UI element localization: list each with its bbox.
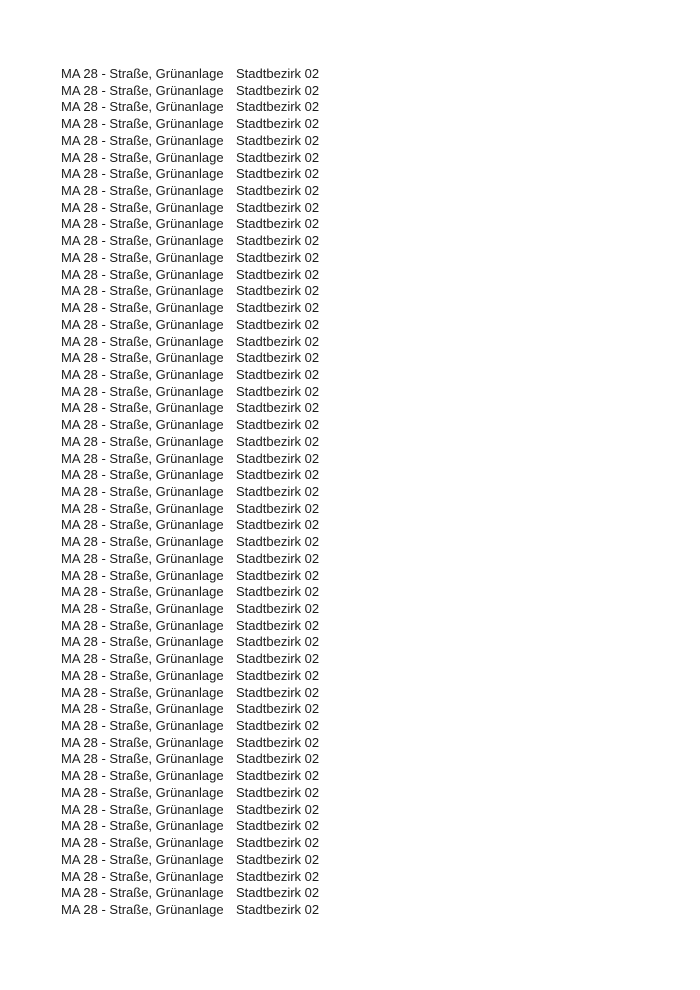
department-cell: MA 28 - Straße, Grünanlage <box>61 851 224 867</box>
department-cell: MA 28 - Straße, Grünanlage <box>61 901 224 917</box>
list-item <box>61 818 319 835</box>
department-cell: MA 28 - Straße, Grünanlage <box>61 517 224 533</box>
list-item <box>61 534 319 551</box>
district-cell: Stadtbezirk 02 <box>236 500 320 516</box>
department-cell: MA 28 - Straße, Grünanlage <box>61 166 224 182</box>
district-cell: Stadtbezirk 02 <box>236 885 320 901</box>
department-cell: MA 28 - Straße, Grünanlage <box>61 216 224 232</box>
department-cell: MA 28 - Straße, Grünanlage <box>61 400 224 416</box>
district-cell: Stadtbezirk 02 <box>236 701 320 717</box>
district-cell: Stadtbezirk 02 <box>236 199 320 215</box>
department-cell: MA 28 - Straße, Grünanlage <box>61 433 224 449</box>
department-cell: MA 28 - Straße, Grünanlage <box>61 249 224 265</box>
district-cell: Stadtbezirk 02 <box>236 684 320 700</box>
department-cell: MA 28 - Straße, Grünanlage <box>61 550 224 566</box>
list-item <box>61 852 319 869</box>
district-cell: Stadtbezirk 02 <box>236 550 320 566</box>
district-cell: Stadtbezirk 02 <box>236 851 320 867</box>
list-item <box>61 869 319 886</box>
department-cell: MA 28 - Straße, Grünanlage <box>61 82 224 98</box>
district-cell: Stadtbezirk 02 <box>236 166 320 182</box>
district-cell: Stadtbezirk 02 <box>236 734 320 750</box>
district-cell: Stadtbezirk 02 <box>236 116 320 132</box>
list-item <box>61 150 319 167</box>
list-item <box>61 501 319 518</box>
list-item <box>61 283 319 300</box>
district-cell: Stadtbezirk 02 <box>236 651 320 667</box>
district-cell: Stadtbezirk 02 <box>236 567 320 583</box>
list-item <box>61 83 319 100</box>
district-cell: Stadtbezirk 02 <box>236 266 320 282</box>
list-item <box>61 133 319 150</box>
department-cell: MA 28 - Straße, Grünanlage <box>61 266 224 282</box>
district-cell: Stadtbezirk 02 <box>236 634 320 650</box>
department-cell: MA 28 - Straße, Grünanlage <box>61 818 224 834</box>
department-cell: MA 28 - Straße, Grünanlage <box>61 467 224 483</box>
district-cell: Stadtbezirk 02 <box>236 82 320 98</box>
list-item <box>61 400 319 417</box>
list-item <box>61 634 319 651</box>
district-cell: Stadtbezirk 02 <box>236 417 320 433</box>
list-item <box>61 334 319 351</box>
department-cell: MA 28 - Straße, Grünanlage <box>61 734 224 750</box>
department-cell: MA 28 - Straße, Grünanlage <box>61 233 224 249</box>
department-cell: MA 28 - Straße, Grünanlage <box>61 383 224 399</box>
list-item <box>61 434 319 451</box>
list-item <box>61 835 319 852</box>
department-cell: MA 28 - Straße, Grünanlage <box>61 116 224 132</box>
district-cell: Stadtbezirk 02 <box>236 99 320 115</box>
list-item <box>61 651 319 668</box>
district-cell: Stadtbezirk 02 <box>236 801 320 817</box>
district-cell: Stadtbezirk 02 <box>236 383 320 399</box>
list-item <box>61 250 319 267</box>
district-cell: Stadtbezirk 02 <box>236 366 320 382</box>
district-cell: Stadtbezirk 02 <box>236 818 320 834</box>
district-cell: Stadtbezirk 02 <box>236 534 320 550</box>
district-cell: Stadtbezirk 02 <box>236 667 320 683</box>
department-cell: MA 28 - Straße, Grünanlage <box>61 567 224 583</box>
list-item <box>61 367 319 384</box>
department-cell: MA 28 - Straße, Grünanlage <box>61 751 224 767</box>
department-cell: MA 28 - Straße, Grünanlage <box>61 417 224 433</box>
list-item <box>61 467 319 484</box>
district-cell: Stadtbezirk 02 <box>236 450 320 466</box>
list-item <box>61 484 319 501</box>
department-cell: MA 28 - Straße, Grünanlage <box>61 333 224 349</box>
list-item <box>61 267 319 284</box>
district-cell: Stadtbezirk 02 <box>236 183 320 199</box>
department-cell: MA 28 - Straße, Grünanlage <box>61 66 224 81</box>
list-item <box>61 785 319 802</box>
list-item <box>61 668 319 685</box>
entry-list <box>61 66 319 919</box>
department-cell: MA 28 - Straße, Grünanlage <box>61 584 224 600</box>
list-item <box>61 584 319 601</box>
list-item <box>61 701 319 718</box>
list-item <box>61 317 319 334</box>
district-cell: Stadtbezirk 02 <box>236 601 320 616</box>
department-cell: MA 28 - Straße, Grünanlage <box>61 99 224 115</box>
department-cell: MA 28 - Straße, Grünanlage <box>61 801 224 817</box>
list-item <box>61 802 319 819</box>
list-item <box>61 685 319 702</box>
department-cell: MA 28 - Straße, Grünanlage <box>61 283 224 299</box>
district-cell: Stadtbezirk 02 <box>236 718 320 734</box>
district-cell: Stadtbezirk 02 <box>236 249 320 265</box>
district-cell: Stadtbezirk 02 <box>236 333 320 349</box>
district-cell: Stadtbezirk 02 <box>236 316 320 332</box>
list-item <box>61 417 319 434</box>
department-cell: MA 28 - Straße, Grünanlage <box>61 835 224 851</box>
list-item <box>61 166 319 183</box>
department-cell: MA 28 - Straße, Grünanlage <box>61 300 224 316</box>
department-cell: MA 28 - Straße, Grünanlage <box>61 366 224 382</box>
department-cell: MA 28 - Straße, Grünanlage <box>61 500 224 516</box>
district-cell: Stadtbezirk 02 <box>236 584 320 600</box>
department-cell: MA 28 - Straße, Grünanlage <box>61 768 224 784</box>
list-item <box>61 568 319 585</box>
list-item <box>61 183 319 200</box>
department-cell: MA 28 - Straße, Grünanlage <box>61 634 224 650</box>
department-cell: MA 28 - Straße, Grünanlage <box>61 149 224 165</box>
list-item <box>61 601 319 618</box>
department-cell: MA 28 - Straße, Grünanlage <box>61 617 224 633</box>
department-cell: MA 28 - Straße, Grünanlage <box>61 450 224 466</box>
department-cell: MA 28 - Straße, Grünanlage <box>61 718 224 734</box>
list-item <box>61 718 319 735</box>
list-item <box>61 735 319 752</box>
department-cell: MA 28 - Straße, Grünanlage <box>61 885 224 901</box>
list-item <box>61 551 319 568</box>
department-cell: MA 28 - Straße, Grünanlage <box>61 199 224 215</box>
department-cell: MA 28 - Straße, Grünanlage <box>61 868 224 884</box>
district-cell: Stadtbezirk 02 <box>236 283 320 299</box>
department-cell: MA 28 - Straße, Grünanlage <box>61 651 224 667</box>
district-cell: Stadtbezirk 02 <box>236 751 320 767</box>
list-item <box>61 200 319 217</box>
list-item <box>61 751 319 768</box>
district-cell: Stadtbezirk 02 <box>236 467 320 483</box>
list-item <box>61 517 319 534</box>
district-cell: Stadtbezirk 02 <box>236 835 320 851</box>
department-cell: MA 28 - Straße, Grünanlage <box>61 483 224 499</box>
district-cell: Stadtbezirk 02 <box>236 350 320 366</box>
district-cell: Stadtbezirk 02 <box>236 433 320 449</box>
list-item <box>61 902 319 919</box>
department-cell: MA 28 - Straße, Grünanlage <box>61 316 224 332</box>
district-cell: Stadtbezirk 02 <box>236 784 320 800</box>
list-item <box>61 300 319 317</box>
district-cell: Stadtbezirk 02 <box>236 768 320 784</box>
department-cell: MA 28 - Straße, Grünanlage <box>61 701 224 717</box>
department-cell: MA 28 - Straße, Grünanlage <box>61 601 224 616</box>
district-cell: Stadtbezirk 02 <box>236 901 320 917</box>
department-cell: MA 28 - Straße, Grünanlage <box>61 784 224 800</box>
list-item <box>61 216 319 233</box>
district-cell: Stadtbezirk 02 <box>236 233 320 249</box>
district-cell: Stadtbezirk 02 <box>236 66 320 81</box>
department-cell: MA 28 - Straße, Grünanlage <box>61 350 224 366</box>
department-cell: MA 28 - Straße, Grünanlage <box>61 684 224 700</box>
list-item <box>61 768 319 785</box>
district-cell: Stadtbezirk 02 <box>236 400 320 416</box>
list-item <box>61 66 319 83</box>
district-cell: Stadtbezirk 02 <box>236 483 320 499</box>
district-cell: Stadtbezirk 02 <box>236 517 320 533</box>
department-cell: MA 28 - Straße, Grünanlage <box>61 667 224 683</box>
list-item <box>61 116 319 133</box>
list-item <box>61 451 319 468</box>
list-item <box>61 384 319 401</box>
list-item <box>61 350 319 367</box>
department-cell: MA 28 - Straße, Grünanlage <box>61 183 224 199</box>
list-item <box>61 885 319 902</box>
district-cell: Stadtbezirk 02 <box>236 868 320 884</box>
district-cell: Stadtbezirk 02 <box>236 216 320 232</box>
district-cell: Stadtbezirk 02 <box>236 617 320 633</box>
department-cell: MA 28 - Straße, Grünanlage <box>61 534 224 550</box>
list-item <box>61 99 319 116</box>
district-cell: Stadtbezirk 02 <box>236 300 320 316</box>
department-cell: MA 28 - Straße, Grünanlage <box>61 132 224 148</box>
list-item <box>61 618 319 635</box>
list-item <box>61 233 319 250</box>
district-cell: Stadtbezirk 02 <box>236 132 320 148</box>
district-cell: Stadtbezirk 02 <box>236 149 320 165</box>
